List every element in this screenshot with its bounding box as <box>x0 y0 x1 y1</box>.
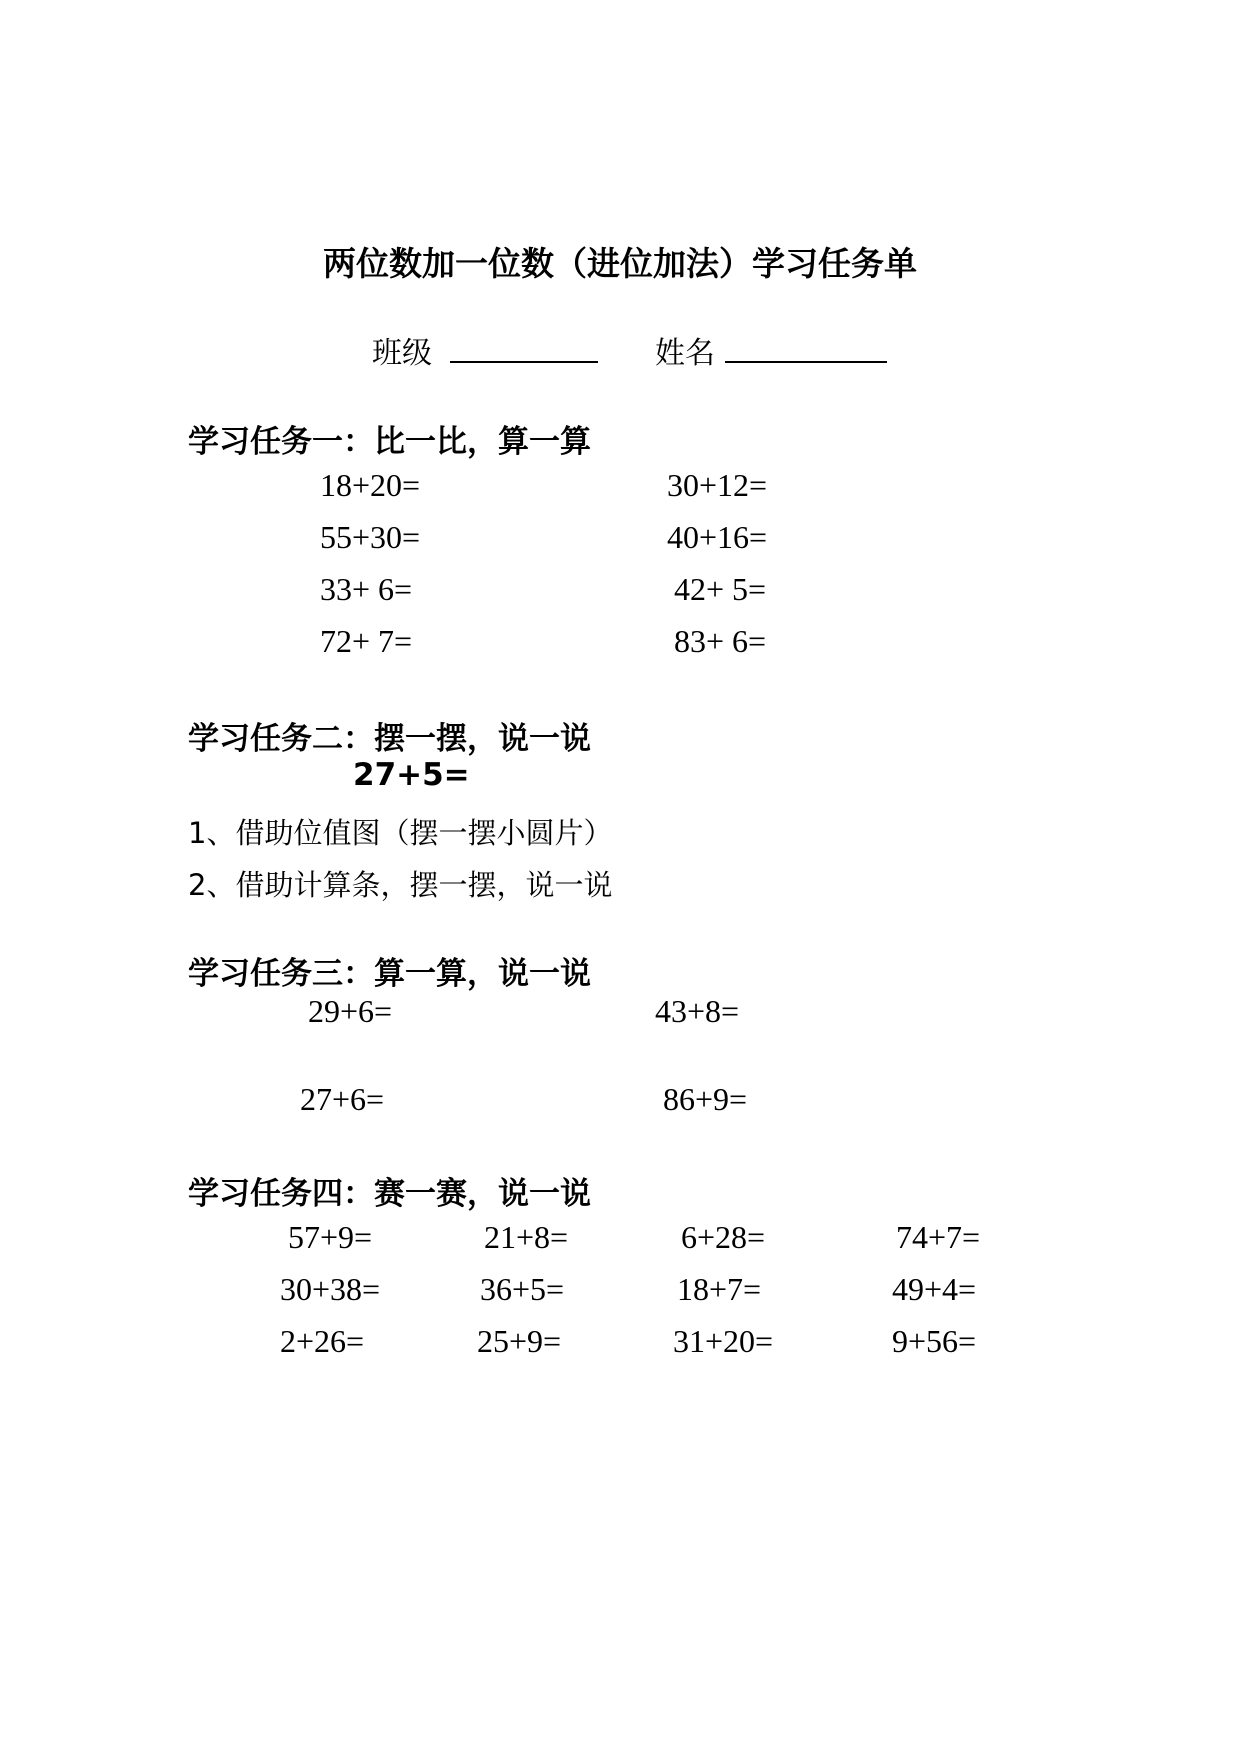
task2-step-1: 1、借助位值图（摆一摆小圆片） <box>188 816 613 850</box>
task3-heading: 学习任务三：算一算，说一说 <box>188 956 591 992</box>
task4-expr-r2c3: 18+7= <box>677 1271 762 1307</box>
task2-step-2: 2、借助计算条，摆一摆，说一说 <box>188 868 613 902</box>
task3-expr-1: 29+6= <box>308 993 393 1029</box>
task1-expr-l1: 18+20= <box>320 467 421 503</box>
name-label: 姓名 <box>655 336 715 371</box>
task1-expr-r1: 30+12= <box>667 467 768 503</box>
page-title: 两位数加一位数（进位加法）学习任务单 <box>323 244 917 283</box>
task1-expr-l3: 33+ 6= <box>320 571 413 607</box>
task4-expr-r1c2: 21+8= <box>484 1219 569 1255</box>
task4-expr-r1c1: 57+9= <box>288 1219 373 1255</box>
task2-expression: 27+5= <box>353 757 470 793</box>
task4-heading: 学习任务四：赛一赛，说一说 <box>188 1176 591 1212</box>
task4-expr-r2c2: 36+5= <box>480 1271 565 1307</box>
task4-expr-r2c1: 30+38= <box>280 1271 381 1307</box>
class-label: 班级 <box>372 336 432 371</box>
task1-expr-r4: 83+ 6= <box>674 623 767 659</box>
name-blank[interactable] <box>725 360 887 363</box>
task3-expr-3: 27+6= <box>300 1081 385 1117</box>
class-field <box>372 328 598 372</box>
task3-expr-4: 86+9= <box>663 1081 748 1117</box>
task4-expr-r3c1: 2+26= <box>280 1323 365 1359</box>
task1-heading: 学习任务一：比一比，算一算 <box>188 424 591 460</box>
class-blank[interactable] <box>450 360 598 363</box>
task1-expr-l2: 55+30= <box>320 519 421 555</box>
task4-expr-r2c4: 49+4= <box>892 1271 977 1307</box>
task4-expr-r3c3: 31+20= <box>673 1323 774 1359</box>
task3-expr-2: 43+8= <box>655 993 740 1029</box>
task1-expr-r2: 40+16= <box>667 519 768 555</box>
task2-heading: 学习任务二：摆一摆，说一说 <box>188 721 591 757</box>
task1-expr-r3: 42+ 5= <box>674 571 767 607</box>
task4-expr-r3c4: 9+56= <box>892 1323 977 1359</box>
task4-expr-r1c3: 6+28= <box>681 1219 766 1255</box>
name-field <box>655 328 887 372</box>
task4-expr-r3c2: 25+9= <box>477 1323 562 1359</box>
task4-expr-r1c4: 74+7= <box>896 1219 981 1255</box>
task1-expr-l4: 72+ 7= <box>320 623 413 659</box>
